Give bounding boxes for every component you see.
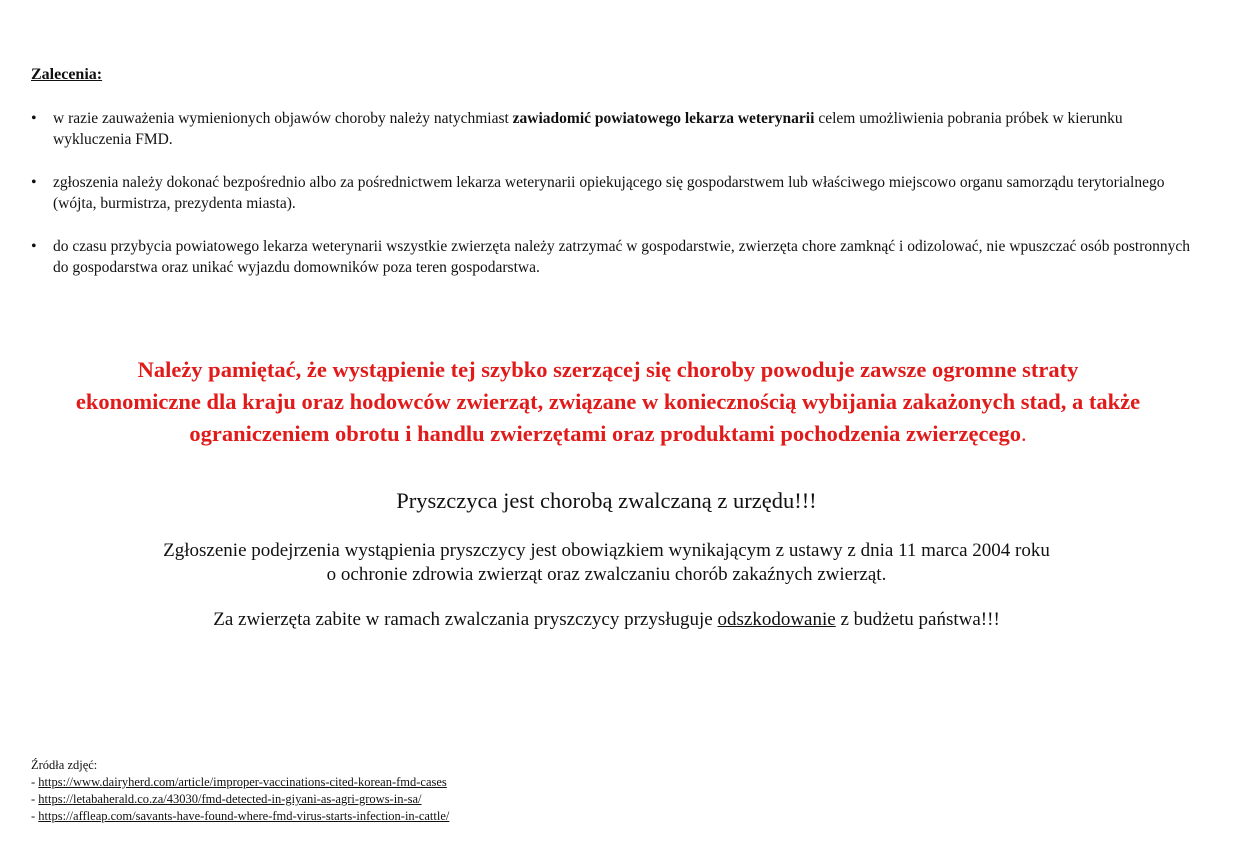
compensation-notice xyxy=(0,608,1213,632)
source-item xyxy=(31,791,449,808)
obligation-line: Zgłoszenie podejrzenia wystąpienia pryszczycy jest obowiązkiem wynikającym z ustawy z dnia 11 marca 2004 roku xyxy=(163,540,1050,561)
recommendation-emphasis: zawiadomić powiatowego lekarza weterynarii xyxy=(512,110,815,127)
source-link-dairyherd[interactable]: https://www.dairyherd.com/article/improper-vaccinations-cited-korean-fmd-cases xyxy=(38,775,447,789)
reporting-obligation xyxy=(0,539,1213,587)
recommendation-item-report xyxy=(31,172,1191,214)
source-prefix: - xyxy=(31,792,39,806)
source-link-affleap[interactable]: https://affleap.com/savants-have-found-where-fmd-virus-starts-infection-in-cattle/ xyxy=(38,809,450,823)
official-disease-notice: Pryszczyca jest chorobą zwalczaną z urzędu!!! xyxy=(396,488,817,513)
source-prefix: - xyxy=(31,809,39,823)
economic-warning xyxy=(20,354,1196,450)
compensation-text: z budżetu państwa!!! xyxy=(835,609,1000,630)
recommendation-item-notify xyxy=(31,108,1191,150)
recommendation-text: do czasu przybycia powiatowego lekarza weterynarii wszystkie zwierzęta należy zatrzymać w gospodarstwie, zwierzęta chore zamknąć i odizolować, nie wpuszczać osób postronnych do gospodarstwa oraz unikać wyjazdu domowników poza teren gospodarstwa. xyxy=(53,238,1191,276)
recommendation-item-isolate xyxy=(31,236,1191,278)
source-prefix: - xyxy=(31,775,39,789)
warning-line xyxy=(20,418,1196,450)
source-item xyxy=(31,774,449,791)
warning-line: ekonomiczne dla kraju oraz hodowców zwierząt, związane w koniecznością wybijania zakażonych stad, a także xyxy=(75,389,1141,414)
source-item xyxy=(31,808,449,825)
compensation-link[interactable]: odszkodowanie xyxy=(717,609,836,630)
obligation-line: o ochronie zdrowia zwierząt oraz zwalczaniu chorób zakaźnych zwierząt. xyxy=(326,564,887,585)
compensation-text: Za zwierzęta zabite w ramach zwalczania pryszczycy przysługuje xyxy=(213,609,718,630)
source-link-letabaherald[interactable]: https://letabaherald.co.za/43030/fmd-detected-in-giyani-as-agri-grows-in-sa/ xyxy=(38,792,422,806)
warning-period: . xyxy=(1020,421,1027,446)
recommendations-heading: Zalecenia: xyxy=(31,66,103,83)
warning-line-text: ograniczeniem obrotu i handlu zwierzętami oraz produktami pochodzenia zwierzęcego xyxy=(189,421,1021,446)
warning-line: Należy pamiętać, że wystąpienie tej szybko szerzącej się choroby powoduje zawsze ogromne straty xyxy=(137,357,1079,382)
recommendation-text: w razie zauważenia wymienionych objawów choroby należy natychmiast xyxy=(53,110,513,127)
sources-label: Źródła zdjęć: xyxy=(31,758,98,772)
recommendation-text: zgłoszenia należy dokonać bezpośrednio albo za pośrednictwem lekarza weterynarii opiekującego się gospodarstwem lub właściwego miejscowo organu samorządu terytorialnego (wójta, burmistrza, prezydenta miasta). xyxy=(53,174,1165,212)
recommendation-text: celem umożliwienia pobrania próbek w kierunku wykluczenia FMD. xyxy=(53,110,1123,148)
recommendations-list xyxy=(31,108,1191,300)
photo-sources xyxy=(31,757,449,825)
